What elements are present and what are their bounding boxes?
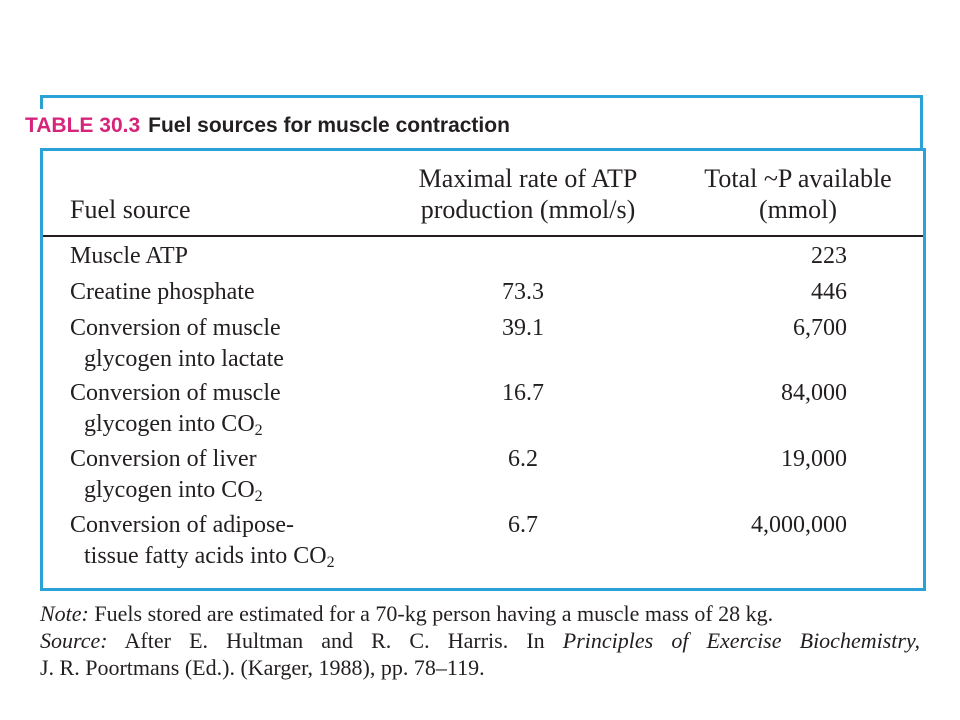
header-rate	[398, 163, 658, 225]
header-rate-line1: Maximal rate of ATP	[418, 164, 638, 193]
header-rule	[43, 235, 923, 237]
row-5-fuel: Conversion of liver glycogen into $CO_2$	[70, 446, 263, 505]
source-line: Source: After E. Hultman and R. C. Harris. In Principles of Exercise Biochemistry,	[40, 628, 920, 653]
table-title-text: Fuel sources for muscle contraction	[148, 114, 510, 137]
source-line-2: J. R. Poortmans (Ed.). (Karger, 1988), pp. 78–119.	[40, 655, 485, 680]
row-2-total: 446	[811, 279, 847, 305]
note-line: Note: Fuels stored are estimated for a 70-kg person having a muscle mass of 28 kg.	[40, 601, 774, 626]
row-6-fuel: Conversion of adipose- tissue fatty acids into $CO_2$	[70, 512, 335, 571]
table-right-top-rule	[920, 95, 923, 150]
row-2-fuel: Creatine phosphate	[70, 279, 255, 305]
row-4-fuel: Conversion of muscle glycogen into $CO_2$	[70, 380, 281, 439]
header-total	[683, 163, 913, 225]
table-notes	[40, 600, 920, 681]
row-1-fuel: Muscle ATP	[70, 243, 189, 269]
table-box: Fuel source Maximal rate of ATP production (mmol/s) Total ~P available (mmol) Muscle ATP 223 Creatine phosphate 73.3 446 Conversion of muscle glycogen into lactate 39.1 6,700 Conversion of muscle glycogen into $CO_2$ 16.7 84,000 Conversion of liver glycogen into $CO_2$ 6.2 19,000 Conversion of adipose- tissue fatty acids into $CO_2$ 6.7 4,000,000	[40, 148, 926, 591]
header-total-line1: Total ~P available	[704, 164, 892, 193]
table-top-rule	[40, 95, 923, 98]
header-fuel-source: Fuel source	[70, 195, 191, 224]
header-rate-line2: production (mmol/s)	[420, 195, 636, 224]
row-1-total: 223	[811, 243, 847, 269]
row-6-total: 4,000,000	[751, 512, 847, 538]
table-corner-tick	[40, 97, 43, 109]
row-4-total: 84,000	[781, 380, 847, 406]
table-label: TABLE 30.3	[25, 114, 141, 137]
row-3-total: 6,700	[793, 315, 847, 341]
row-3-fuel: Conversion of muscle glycogen into lactate	[70, 315, 284, 372]
row-5-total: 19,000	[781, 446, 847, 472]
table-title	[25, 114, 510, 138]
header-total-line2: (mmol)	[759, 195, 837, 224]
